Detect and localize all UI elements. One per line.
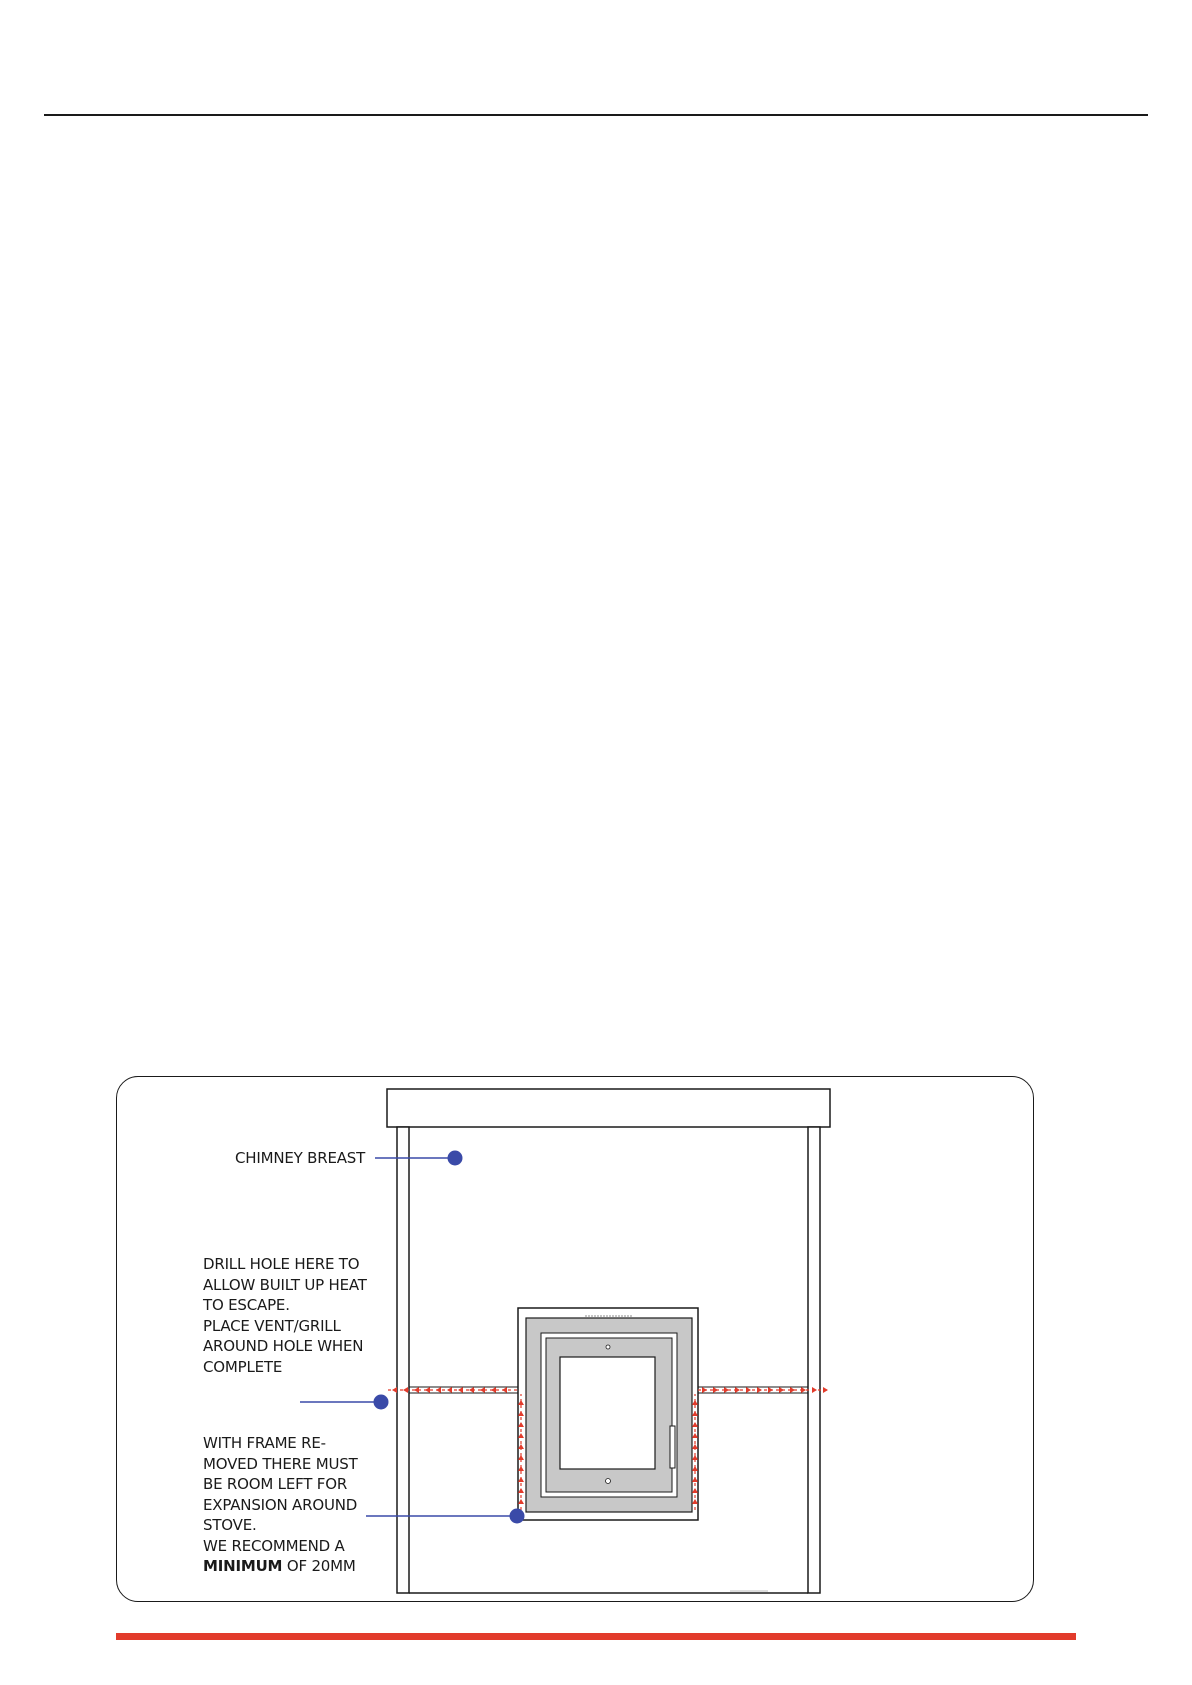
heat-arrow-left [414, 1387, 419, 1393]
heat-arrow-right [724, 1387, 729, 1393]
stove-glass [560, 1357, 655, 1469]
heat-arrow-left [458, 1387, 463, 1393]
heat-arrow-right [801, 1387, 806, 1393]
stove-handle [670, 1426, 675, 1468]
heat-arrow-right [702, 1387, 707, 1393]
drill-hole-label: DRILL HOLE HERE TO ALLOW BUILT UP HEAT TO ESCAPE. PLACE VENT/GRILL AROUND HOLE WHEN COMPLETE [203, 1255, 367, 1376]
chimney-breast-dot [448, 1151, 463, 1166]
chimney-top-beam [387, 1089, 830, 1127]
heat-arrow-left [392, 1387, 397, 1393]
drill-hole-dot [374, 1395, 389, 1410]
chimney-right-wall [808, 1127, 820, 1593]
heat-arrow-right [746, 1387, 751, 1393]
chimney-left-wall [397, 1127, 409, 1593]
frame-removed-label: WITH FRAME RE- MOVED THERE MUST BE ROOM LEFT FOR EXPANSION AROUND STOVE. WE RECOMMEND A MINIMUM OF 20MM [203, 1434, 358, 1575]
heat-arrow-right [768, 1387, 773, 1393]
heat-arrow-left [425, 1387, 430, 1393]
heat-arrow-left [480, 1387, 485, 1393]
heat-arrow-right [735, 1387, 740, 1393]
heat-arrow-left [447, 1387, 452, 1393]
heat-arrow-left [436, 1387, 441, 1393]
heat-arrow-left [469, 1387, 474, 1393]
expansion-dot [510, 1509, 525, 1524]
heat-arrow-right [757, 1387, 762, 1393]
minimum-bold: MINIMUM [203, 1557, 283, 1575]
heat-arrow-right [713, 1387, 718, 1393]
heat-arrow-left [502, 1387, 507, 1393]
minimum-rest: OF 20MM [282, 1557, 356, 1575]
heat-arrow-left [491, 1387, 496, 1393]
heat-arrow-right [779, 1387, 784, 1393]
heat-arrow-right [790, 1387, 795, 1393]
chimney-breast-label: CHIMNEY BREAST [235, 1149, 366, 1167]
footer-accent-rule [116, 1633, 1076, 1640]
heat-arrow-right [823, 1387, 828, 1393]
